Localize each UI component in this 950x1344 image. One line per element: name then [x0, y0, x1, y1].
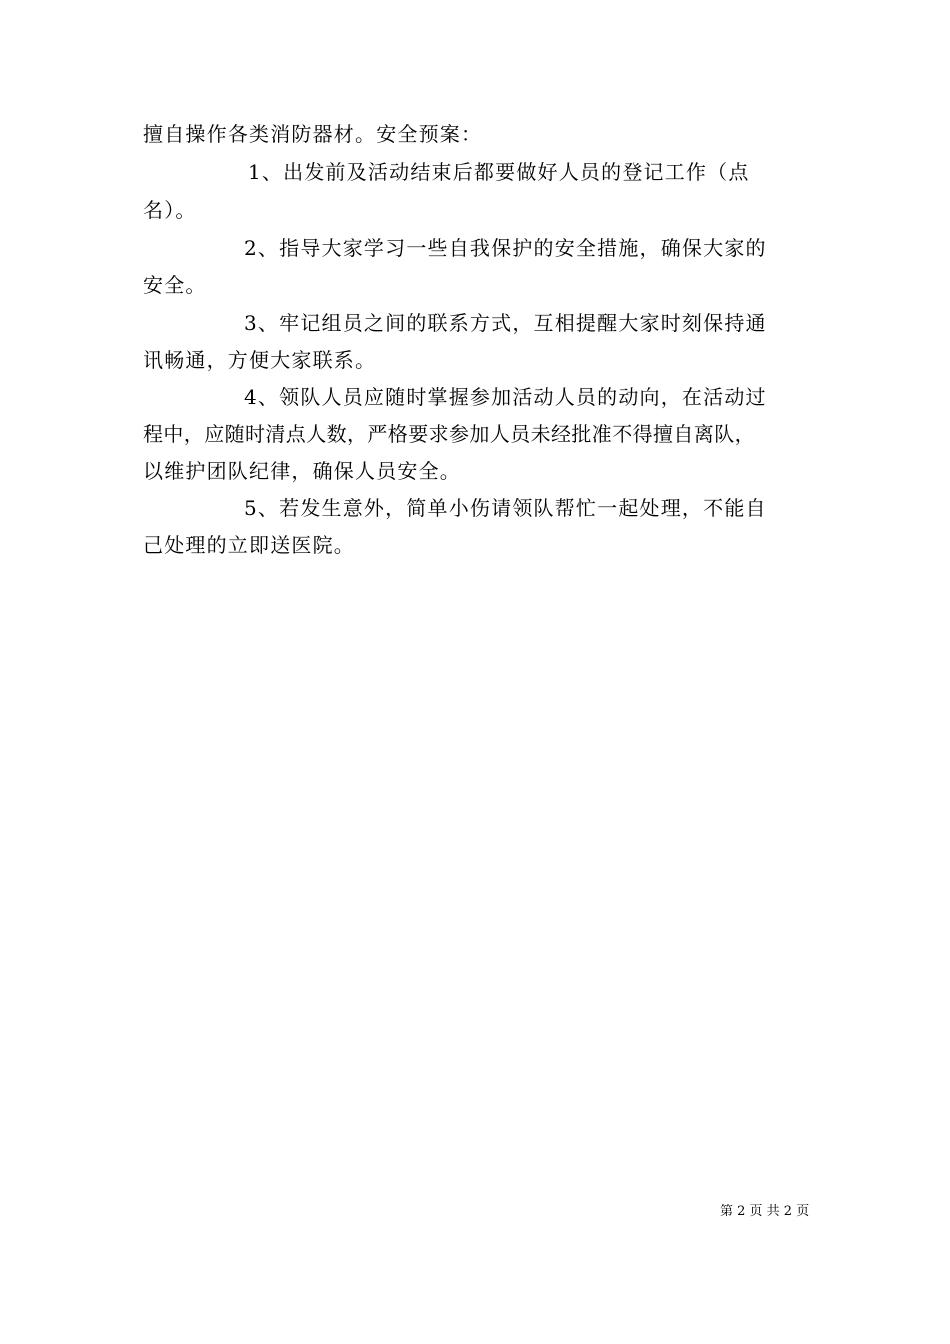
paragraph-line: 讯畅通，方便大家联系。: [143, 348, 377, 372]
paragraph-line: 4、领队人员应随时掌握参加活动人员的动向，在活动过: [244, 385, 767, 409]
paragraph-line: 己处理的立即送医院。: [143, 533, 355, 557]
paragraph-line: 5、若发生意外，简单小伤请领队帮忙一起处理，不能自: [244, 496, 767, 520]
page-number-footer: 第 2 页 共 2 页: [720, 1204, 810, 1219]
paragraph-line: 1、出发前及活动结束后都要做好人员的登记工作（点: [248, 160, 750, 184]
paragraph-line: 安全。: [143, 273, 207, 297]
paragraph-line: 擅自操作各类消防器材。安全预案：: [143, 122, 483, 146]
paragraph-line: 名）。: [143, 198, 197, 222]
paragraph-line: 3、牢记组员之间的联系方式，互相提醒大家时刻保持通: [244, 311, 767, 335]
paragraph-line: 以维护团队纪律，确保人员安全。: [143, 459, 461, 483]
paragraph-line: 程中，应随时清点人数，严格要求参加人员未经批准不得擅自离队，: [143, 422, 755, 446]
paragraph-line: 2、指导大家学习一些自我保护的安全措施，确保大家的: [244, 236, 767, 260]
